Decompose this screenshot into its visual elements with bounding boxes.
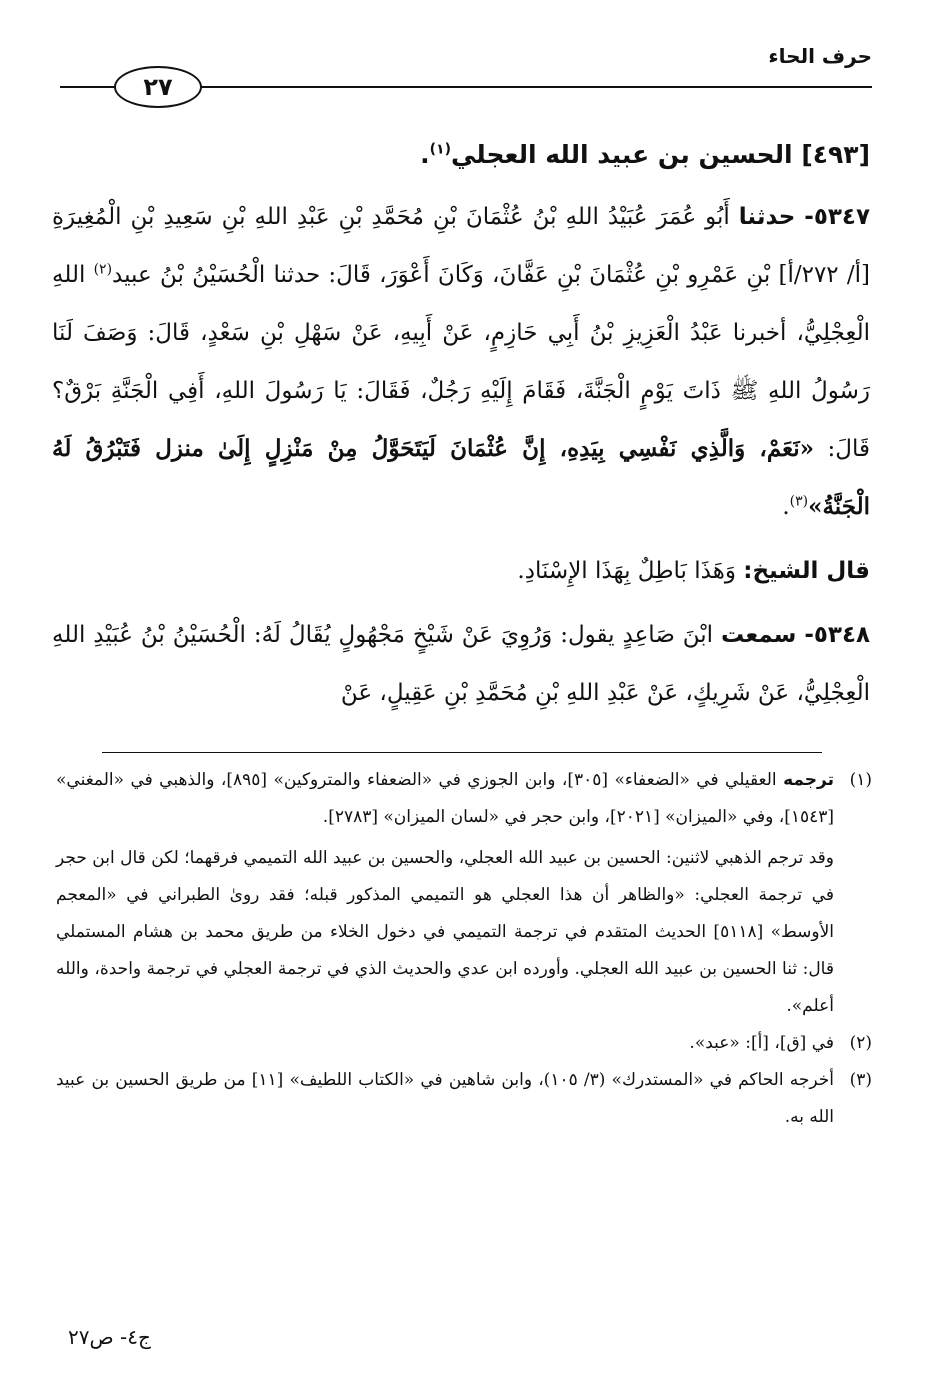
narration-5348 [52,606,870,722]
footnote-ref-2: (٢) [93,261,113,278]
narration-number: ٥٣٤٧- [804,204,870,230]
entry-number: [٤٩٣] [801,140,870,169]
page-number-badge: ٢٧ [114,66,202,108]
narration-keyword: حدثنا [738,204,796,230]
main-text [52,126,870,722]
entry-name: الحسين بن عبيد الله العجلي [450,140,793,169]
footnote-text: العقيلي في «الضعفاء» [٣٠٥]، وابن الجوزي في «الضعفاء والمتروكين» [٨٩٥]، والذهبي في «المغني» [١٥٤٣]، وفي «الميزان» [٢٠٢١]، وابن حجر في «لسان الميزان» [٢٧٨٣]. [56,770,834,827]
printer-signature: ج٤- ص٢٧ [68,1325,151,1349]
footnote-3 [56,1062,872,1136]
hadith-matn: «نَعَمْ، وَالَّذِي نَفْسِي بِيَدِهِ، إِنَّ عُثْمَانَ لَيَتَحَوَّلُ مِنْ مَنْزِلٍ إِلَىٰ منزل فَتَبْرُقُ لَهُ الْجَنَّةُ» [52,435,870,520]
footnote-number: (١) [849,770,872,790]
shaykh-comment [52,542,870,600]
footnote-extra: وقد ترجم الذهبي لاثنين: الحسين بن عبيد الله العجلي، والحسين بن عبيد الله التميمي فرقهما؛ لكن قال ابن حجر في ترجمة العجلي: «والظاهر أن هذا العجلي هو التميمي المذكور قبله؛ فقد روىٰ الطبراني في «المعجم الأوسط» [٥١١٨] الحديث المتقدم في ترجمة التميمي في دخول الخلاء من طريق محمد بن هشام المستملي قال: ثنا الحسين بن عبيد الله العجلي. وأورده ابن عدي والحديث الذي في ترجمة العجلي في ترجمة واحدة، والله أعلم». [56,848,834,1016]
footnote-text: في [ق]، [أ]: «عبد». [689,1033,834,1053]
footnotes [56,762,872,1136]
isnad-text-2: اللهِ الْعِجْلِيُّ، أخبرنا عَبْدُ الْعَزِيزِ بْنُ أَبِي حَازِمٍ، عَنْ أَبِيهِ، عَنْ سَهْلِ بْنِ سَعْدٍ، قَالَ: وَصَفَ لَنَا رَسُولُ اللهِ ﷺ ذَاتَ يَوْمٍ الْجَنَّةَ، فَقَامَ إِلَيْهِ رَجُلٌ، فَقَالَ: يَا رَسُولَ اللهِ، أَفِي الْجَنَّةِ بَرْقٌ؟ قَالَ: [52,262,870,462]
comment-keyword: قال الشيخ: [743,558,870,584]
footnote-separator [102,752,822,753]
footnote-ref-1: (١) [429,141,451,158]
footnote-keyword: ترجمه [783,770,835,790]
footnote-ref-3: (٣) [789,493,809,510]
footnote-2 [56,1025,872,1062]
footnote-number: (٢) [849,1033,872,1053]
footnote-text: أخرجه الحاكم في «المستدرك» (٣/ ١٠٥)، وابن شاهين في «الكتاب اللطيف» [١١] من طريق الحسين بن عبيد الله به. [56,1070,834,1127]
footnote-1 [56,762,872,1025]
narration-number: ٥٣٤٨- [804,622,871,648]
comment-text: وَهَذَا بَاطِلٌ بِهَذَا الإِسْنَادِ. [517,558,736,584]
narration-keyword: سمعت [721,622,797,648]
running-header: حرف الحاء [768,44,872,68]
entry-title: [٤٩٣] الحسين بن عبيد الله العجلي$^{(١)}$. [420,140,870,169]
isnad-text-1: أَبُو عُمَرَ عُبَيْدُ اللهِ بْنُ عُثْمَانَ بْنِ مُحَمَّدِ بْنِ عَبْدِ اللهِ بْنِ سَعِيدِ بْنِ الْمُغِيرَةِ [أ/ ٢٧٢/أ] بْنِ عَمْرِو بْنِ عُثْمَانَ بْنِ عَفَّانَ، وَكَانَ أَعْوَرَ، قَالَ: حدثنا الْحُسَيْنُ بْنُ عبيد [52,204,870,288]
narration-5347 [52,188,870,536]
narration-text: ابْنَ صَاعِدٍ يقول: وَرُوِيَ عَنْ شَيْخٍ مَجْهُولٍ يُقَالُ لَهُ: الْحُسَيْنُ بْنُ عُبَيْدِ اللهِ الْعِجْلِيُّ، عَنْ شَرِيكٍ، عَنْ عَبْدِ اللهِ بْنِ مُحَمَّدِ بْنِ عَقِيلٍ، عَنْ [52,622,870,706]
sentence-end: . [782,494,790,520]
footnote-number: (٣) [849,1070,872,1090]
